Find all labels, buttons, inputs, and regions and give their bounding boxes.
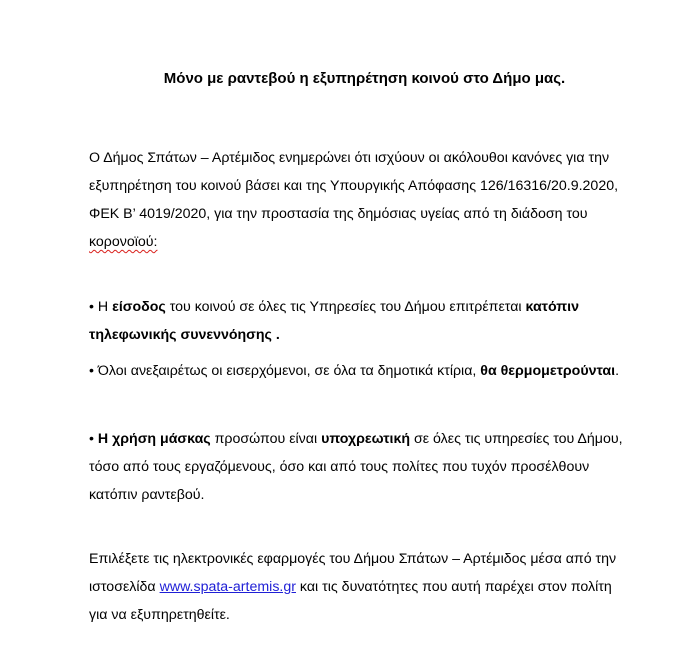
intro-line-4: [89, 228, 649, 256]
bullet-mask-line-3: κατόπιν ραντεβού.: [89, 487, 205, 503]
bullet-entry-mid: του κοινού σε όλες τις Υπηρεσίες του Δήμου επιτρέπεται: [165, 299, 526, 315]
bullet-mask-line-2: τόσο από τους εργαζόμενους, όσο και από τους πολίτες που τυχόν προσέλθουν: [89, 459, 590, 475]
intro-line-2: εξυπηρέτηση του κοινού βάσει και της Υπουργικής Απόφασης 126/16316/20.9.2020,: [89, 178, 619, 194]
intro-paragraph: [89, 144, 649, 256]
bullet-mask-mid: προσώπου είναι: [210, 431, 322, 447]
bullet-mask-end: σε όλες τις υπηρεσίες του Δήμου,: [410, 431, 623, 447]
bullet-entry-bold-after: κατόπιν: [525, 299, 579, 315]
bullet-mask-line-1: [89, 425, 649, 453]
bullet-entry-line-2: [89, 321, 649, 349]
closing-line-3: για να εξυπηρετηθείτε.: [89, 607, 230, 623]
bullet-mask-prefix: •: [89, 431, 98, 447]
bullet-temperature-rule: [89, 357, 649, 385]
bullet-temperature-line: [89, 357, 649, 385]
bullet-mask-bold-mandatory: υποχρεωτική: [321, 431, 411, 447]
bullet-entry-rule: [89, 293, 649, 349]
closing-paragraph: [89, 545, 649, 629]
spellcheck-word: κορονοϊού:: [89, 234, 158, 250]
intro-line-3: ΦΕΚ Β’ 4019/2020, για την προστασία της δημόσιας υγείας από τη διάδοση του: [89, 206, 588, 222]
bullet-entry-bold-entry: είσοδος: [112, 299, 166, 315]
bullet-entry-bold-phone: τηλεφωνικής συνεννόησης .: [89, 327, 280, 343]
closing-line-2: [89, 573, 649, 601]
intro-line-1: Ο Δήμος Σπάτων – Αρτέμιδος ενημερώνει ότι ισχύουν οι ακόλουθοι κανόνες για την: [89, 150, 610, 166]
bullet-entry-line-1: [89, 293, 649, 321]
bullet-mask-bold-mask: Η χρήση μάσκας: [97, 431, 211, 447]
document-title: [0, 69, 689, 89]
bullet-temperature-end: .: [615, 363, 620, 379]
bullet-temperature-bold: θα θερμομετρούνται: [480, 363, 616, 379]
website-link[interactable]: www.spata-artemis.gr: [159, 579, 296, 595]
bullet-mask-rule: [89, 425, 649, 509]
closing-line-2-pre: ιστοσελίδα: [89, 579, 160, 595]
closing-line-1: Επιλέξετε τις ηλεκτρονικές εφαρμογές του Δήμου Σπάτων – Αρτέμιδος μέσα από την: [89, 551, 617, 567]
bullet-entry-prefix: • Η: [89, 299, 113, 315]
document-title-text: Μόνο με ραντεβού η εξυπηρέτηση κοινού στο Δήμο μας.: [163, 70, 566, 87]
closing-line-2-post: και τις δυνατότητες που αυτή παρέχει στον πολίτη: [295, 579, 612, 595]
bullet-temperature-text: • Όλοι ανεξαιρέτως οι εισερχόμενοι, σε όλα τα δημοτικά κτίρια,: [89, 363, 481, 379]
